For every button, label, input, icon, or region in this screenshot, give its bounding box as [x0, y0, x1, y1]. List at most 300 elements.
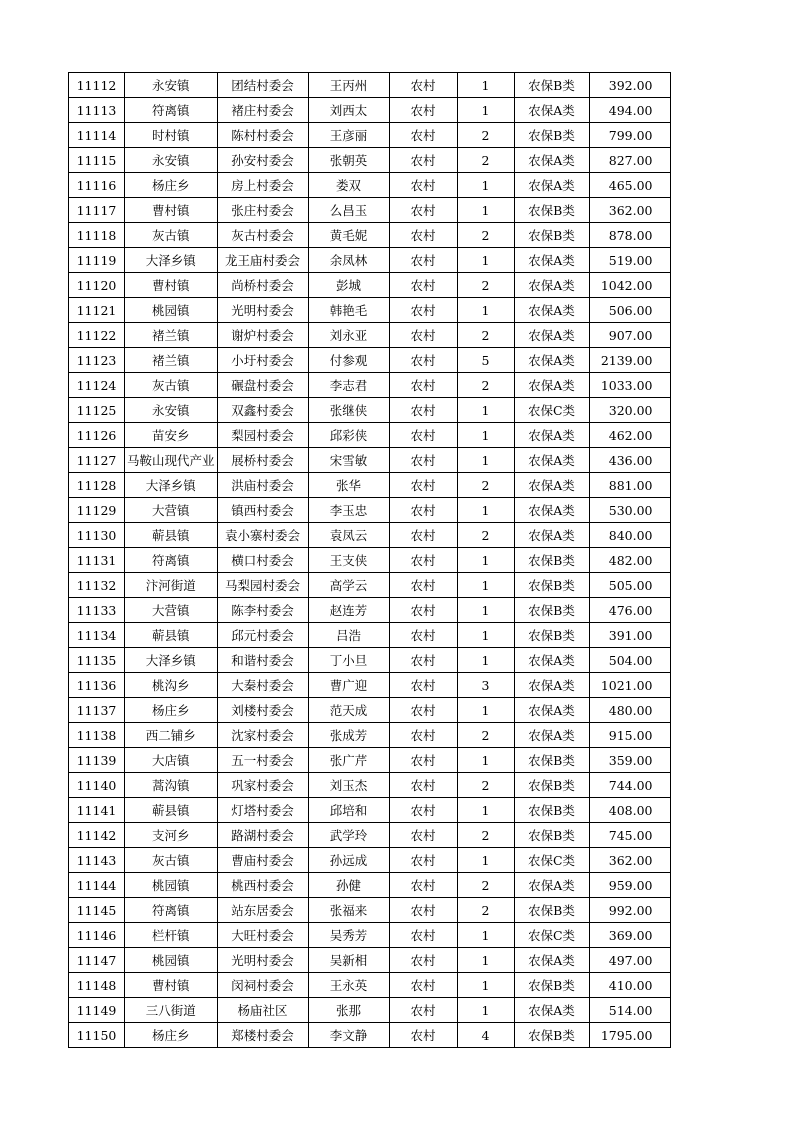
record-id-cell: 11144	[69, 873, 125, 898]
amount-cell: 480.00	[589, 698, 670, 723]
record-id-cell: 11149	[69, 998, 125, 1023]
record-id-cell: 11131	[69, 548, 125, 573]
household-type-cell: 农村	[389, 923, 457, 948]
amount-cell: 465.00	[589, 173, 670, 198]
member-count-cell: 1	[457, 848, 514, 873]
village-committee-cell: 站东居委会	[217, 898, 308, 923]
person-name-cell: 赵连芳	[308, 598, 389, 623]
insurance-category-cell: 农保A类	[514, 173, 589, 198]
member-count-cell: 1	[457, 423, 514, 448]
record-id-cell: 11135	[69, 648, 125, 673]
table-row	[69, 473, 671, 498]
person-name-cell: 宋雪敏	[308, 448, 389, 473]
town-cell: 符离镇	[125, 548, 218, 573]
household-type-cell: 农村	[389, 473, 457, 498]
town-cell: 符离镇	[125, 98, 218, 123]
amount-cell: 744.00	[589, 773, 670, 798]
village-committee-cell: 大旺村委会	[217, 923, 308, 948]
record-id-cell: 11146	[69, 923, 125, 948]
household-type-cell: 农村	[389, 673, 457, 698]
insurance-category-cell: 农保B类	[514, 548, 589, 573]
village-committee-cell: 尚桥村委会	[217, 273, 308, 298]
member-count-cell: 1	[457, 948, 514, 973]
record-id-cell: 11136	[69, 673, 125, 698]
table-row	[69, 523, 671, 548]
person-name-cell: 王彦丽	[308, 123, 389, 148]
person-name-cell: 李志君	[308, 373, 389, 398]
household-type-cell: 农村	[389, 648, 457, 673]
insurance-category-cell: 农保A类	[514, 723, 589, 748]
member-count-cell: 2	[457, 523, 514, 548]
record-id-cell: 11112	[69, 73, 125, 98]
member-count-cell: 3	[457, 673, 514, 698]
amount-cell: 907.00	[589, 323, 670, 348]
record-id-cell: 11150	[69, 1023, 125, 1048]
table-row	[69, 598, 671, 623]
household-type-cell: 农村	[389, 273, 457, 298]
amount-cell: 391.00	[589, 623, 670, 648]
insurance-category-cell: 农保A类	[514, 673, 589, 698]
person-name-cell: 张那	[308, 998, 389, 1023]
table-row	[69, 398, 671, 423]
table-row	[69, 698, 671, 723]
amount-cell: 745.00	[589, 823, 670, 848]
record-id-cell: 11130	[69, 523, 125, 548]
person-name-cell: 张广芹	[308, 748, 389, 773]
village-committee-cell: 路湖村委会	[217, 823, 308, 848]
member-count-cell: 1	[457, 648, 514, 673]
household-type-cell: 农村	[389, 623, 457, 648]
amount-cell: 519.00	[589, 248, 670, 273]
record-id-cell: 11115	[69, 148, 125, 173]
town-cell: 蕲县镇	[125, 523, 218, 548]
record-id-cell: 11148	[69, 973, 125, 998]
table-row	[69, 823, 671, 848]
household-type-cell: 农村	[389, 98, 457, 123]
member-count-cell: 2	[457, 898, 514, 923]
village-committee-cell: 袁小寨村委会	[217, 523, 308, 548]
record-id-cell: 11134	[69, 623, 125, 648]
record-id-cell: 11138	[69, 723, 125, 748]
person-name-cell: 张朝英	[308, 148, 389, 173]
table-row	[69, 1023, 671, 1048]
person-name-cell: 孙健	[308, 873, 389, 898]
town-cell: 曹村镇	[125, 973, 218, 998]
insurance-category-cell: 农保B类	[514, 623, 589, 648]
person-name-cell: 刘永亚	[308, 323, 389, 348]
record-id-cell: 11143	[69, 848, 125, 873]
table-row	[69, 948, 671, 973]
village-committee-cell: 小圩村委会	[217, 348, 308, 373]
household-type-cell: 农村	[389, 248, 457, 273]
member-count-cell: 2	[457, 148, 514, 173]
amount-cell: 1042.00	[589, 273, 670, 298]
town-cell: 曹村镇	[125, 198, 218, 223]
person-name-cell: 张福来	[308, 898, 389, 923]
town-cell: 永安镇	[125, 73, 218, 98]
insurance-category-cell: 农保C类	[514, 923, 589, 948]
town-cell: 蒿沟镇	[125, 773, 218, 798]
member-count-cell: 2	[457, 823, 514, 848]
household-type-cell: 农村	[389, 73, 457, 98]
insurance-category-cell: 农保B类	[514, 198, 589, 223]
amount-cell: 320.00	[589, 398, 670, 423]
insurance-category-cell: 农保A类	[514, 498, 589, 523]
amount-cell: 530.00	[589, 498, 670, 523]
person-name-cell: 王支侠	[308, 548, 389, 573]
table-body	[69, 73, 671, 1048]
insurance-category-cell: 农保C类	[514, 848, 589, 873]
insurance-category-cell: 农保A类	[514, 423, 589, 448]
amount-cell: 476.00	[589, 598, 670, 623]
table-row	[69, 223, 671, 248]
insurance-category-cell: 农保B类	[514, 573, 589, 598]
member-count-cell: 5	[457, 348, 514, 373]
town-cell: 大泽乡镇	[125, 473, 218, 498]
town-cell: 符离镇	[125, 898, 218, 923]
household-type-cell: 农村	[389, 873, 457, 898]
amount-cell: 506.00	[589, 298, 670, 323]
household-type-cell: 农村	[389, 598, 457, 623]
amount-cell: 369.00	[589, 923, 670, 948]
insurance-category-cell: 农保B类	[514, 123, 589, 148]
village-committee-cell: 龙王庙村委会	[217, 248, 308, 273]
table-row	[69, 273, 671, 298]
table-row	[69, 573, 671, 598]
amount-cell: 1033.00	[589, 373, 670, 398]
person-name-cell: 王永英	[308, 973, 389, 998]
member-count-cell: 1	[457, 748, 514, 773]
member-count-cell: 2	[457, 273, 514, 298]
table-row	[69, 123, 671, 148]
person-name-cell: 刘西太	[308, 98, 389, 123]
table-row	[69, 998, 671, 1023]
household-type-cell: 农村	[389, 323, 457, 348]
town-cell: 大营镇	[125, 598, 218, 623]
record-id-cell: 11133	[69, 598, 125, 623]
town-cell: 褚兰镇	[125, 348, 218, 373]
village-committee-cell: 杨庙社区	[217, 998, 308, 1023]
table-row	[69, 323, 671, 348]
insurance-category-cell: 农保A类	[514, 373, 589, 398]
member-count-cell: 1	[457, 248, 514, 273]
town-cell: 大泽乡镇	[125, 248, 218, 273]
amount-cell: 799.00	[589, 123, 670, 148]
table-row	[69, 723, 671, 748]
town-cell: 杨庄乡	[125, 173, 218, 198]
insurance-category-cell: 农保B类	[514, 898, 589, 923]
amount-cell: 2139.00	[589, 348, 670, 373]
record-id-cell: 11139	[69, 748, 125, 773]
town-cell: 桃园镇	[125, 873, 218, 898]
insurance-category-cell: 农保A类	[514, 648, 589, 673]
insurance-category-cell: 农保C类	[514, 398, 589, 423]
town-cell: 三八街道	[125, 998, 218, 1023]
table-row	[69, 73, 671, 98]
town-cell: 桃园镇	[125, 298, 218, 323]
record-id-cell: 11117	[69, 198, 125, 223]
member-count-cell: 1	[457, 573, 514, 598]
table-row	[69, 798, 671, 823]
insurance-category-cell: 农保B类	[514, 798, 589, 823]
record-id-cell: 11137	[69, 698, 125, 723]
town-cell: 西二铺乡	[125, 723, 218, 748]
insurance-category-cell: 农保A类	[514, 98, 589, 123]
household-type-cell: 农村	[389, 723, 457, 748]
amount-cell: 482.00	[589, 548, 670, 573]
record-id-cell: 11126	[69, 423, 125, 448]
insurance-category-cell: 农保B类	[514, 773, 589, 798]
amount-cell: 881.00	[589, 473, 670, 498]
member-count-cell: 1	[457, 298, 514, 323]
household-type-cell: 农村	[389, 348, 457, 373]
table-row	[69, 773, 671, 798]
member-count-cell: 1	[457, 498, 514, 523]
village-committee-cell: 邱元村委会	[217, 623, 308, 648]
town-cell: 支河乡	[125, 823, 218, 848]
amount-cell: 504.00	[589, 648, 670, 673]
town-cell: 栏杆镇	[125, 923, 218, 948]
insurance-category-cell: 农保B类	[514, 223, 589, 248]
table-row	[69, 498, 671, 523]
person-name-cell: 余凤林	[308, 248, 389, 273]
insurance-category-cell: 农保B类	[514, 598, 589, 623]
village-committee-cell: 沈家村委会	[217, 723, 308, 748]
insurance-category-cell: 农保B类	[514, 73, 589, 98]
village-committee-cell: 曹庙村委会	[217, 848, 308, 873]
record-id-cell: 11128	[69, 473, 125, 498]
town-cell: 时村镇	[125, 123, 218, 148]
town-cell: 灰古镇	[125, 848, 218, 873]
village-committee-cell: 双鑫村委会	[217, 398, 308, 423]
record-id-cell: 11122	[69, 323, 125, 348]
table-row	[69, 348, 671, 373]
town-cell: 大店镇	[125, 748, 218, 773]
town-cell: 杨庄乡	[125, 1023, 218, 1048]
town-cell: 灰古镇	[125, 373, 218, 398]
table-row	[69, 148, 671, 173]
person-name-cell: 范天成	[308, 698, 389, 723]
record-id-cell: 11129	[69, 498, 125, 523]
record-id-cell: 11114	[69, 123, 125, 148]
village-committee-cell: 闵祠村委会	[217, 973, 308, 998]
town-cell: 曹村镇	[125, 273, 218, 298]
member-count-cell: 1	[457, 598, 514, 623]
member-count-cell: 1	[457, 448, 514, 473]
village-committee-cell: 谢炉村委会	[217, 323, 308, 348]
amount-cell: 462.00	[589, 423, 670, 448]
insurance-category-cell: 农保B类	[514, 748, 589, 773]
person-name-cell: 张继侠	[308, 398, 389, 423]
insurance-category-cell: 农保A类	[514, 148, 589, 173]
table-row	[69, 423, 671, 448]
table-row	[69, 173, 671, 198]
town-cell: 马鞍山现代产业	[125, 448, 218, 473]
amount-cell: 827.00	[589, 148, 670, 173]
town-cell: 永安镇	[125, 148, 218, 173]
record-id-cell: 11125	[69, 398, 125, 423]
table-row	[69, 98, 671, 123]
member-count-cell: 1	[457, 198, 514, 223]
town-cell: 永安镇	[125, 398, 218, 423]
amount-cell: 840.00	[589, 523, 670, 548]
person-name-cell: 么昌玉	[308, 198, 389, 223]
insurance-category-cell: 农保A类	[514, 348, 589, 373]
amount-cell: 494.00	[589, 98, 670, 123]
record-id-cell: 11113	[69, 98, 125, 123]
household-type-cell: 农村	[389, 398, 457, 423]
table-row	[69, 298, 671, 323]
table-row	[69, 673, 671, 698]
member-count-cell: 2	[457, 873, 514, 898]
table-row	[69, 248, 671, 273]
person-name-cell: 袁凤云	[308, 523, 389, 548]
household-type-cell: 农村	[389, 848, 457, 873]
village-committee-cell: 团结村委会	[217, 73, 308, 98]
person-name-cell: 李文静	[308, 1023, 389, 1048]
table-row	[69, 648, 671, 673]
amount-cell: 915.00	[589, 723, 670, 748]
village-committee-cell: 光明村委会	[217, 948, 308, 973]
person-name-cell: 李玉忠	[308, 498, 389, 523]
insurance-category-cell: 农保A类	[514, 698, 589, 723]
household-type-cell: 农村	[389, 898, 457, 923]
village-committee-cell: 洪庙村委会	[217, 473, 308, 498]
village-committee-cell: 陈村村委会	[217, 123, 308, 148]
household-type-cell: 农村	[389, 123, 457, 148]
town-cell: 灰古镇	[125, 223, 218, 248]
table-row	[69, 873, 671, 898]
table-row	[69, 198, 671, 223]
table-row	[69, 448, 671, 473]
member-count-cell: 2	[457, 373, 514, 398]
household-type-cell: 农村	[389, 498, 457, 523]
household-type-cell: 农村	[389, 448, 457, 473]
person-name-cell: 彭城	[308, 273, 389, 298]
member-count-cell: 2	[457, 723, 514, 748]
household-type-cell: 农村	[389, 523, 457, 548]
village-committee-cell: 张庄村委会	[217, 198, 308, 223]
table-row	[69, 898, 671, 923]
amount-cell: 436.00	[589, 448, 670, 473]
table-row	[69, 548, 671, 573]
person-name-cell: 娄双	[308, 173, 389, 198]
household-type-cell: 农村	[389, 548, 457, 573]
village-committee-cell: 灰古村委会	[217, 223, 308, 248]
person-name-cell: 付参观	[308, 348, 389, 373]
person-name-cell: 吕浩	[308, 623, 389, 648]
member-count-cell: 1	[457, 798, 514, 823]
member-count-cell: 1	[457, 548, 514, 573]
record-id-cell: 11145	[69, 898, 125, 923]
village-committee-cell: 五一村委会	[217, 748, 308, 773]
amount-cell: 959.00	[589, 873, 670, 898]
village-committee-cell: 镇西村委会	[217, 498, 308, 523]
household-type-cell: 农村	[389, 1023, 457, 1048]
person-name-cell: 邱培和	[308, 798, 389, 823]
person-name-cell: 韩艳毛	[308, 298, 389, 323]
village-committee-cell: 横口村委会	[217, 548, 308, 573]
household-type-cell: 农村	[389, 748, 457, 773]
person-name-cell: 高学云	[308, 573, 389, 598]
insurance-category-cell: 农保A类	[514, 273, 589, 298]
person-name-cell: 刘玉杰	[308, 773, 389, 798]
household-type-cell: 农村	[389, 773, 457, 798]
record-id-cell: 11141	[69, 798, 125, 823]
village-committee-cell: 马梨园村委会	[217, 573, 308, 598]
household-type-cell: 农村	[389, 973, 457, 998]
household-type-cell: 农村	[389, 698, 457, 723]
amount-cell: 505.00	[589, 573, 670, 598]
village-committee-cell: 和谐村委会	[217, 648, 308, 673]
insurance-category-cell: 农保A类	[514, 873, 589, 898]
household-type-cell: 农村	[389, 573, 457, 598]
person-name-cell: 吴秀芳	[308, 923, 389, 948]
insurance-category-cell: 农保A类	[514, 998, 589, 1023]
town-cell: 蕲县镇	[125, 798, 218, 823]
insurance-category-cell: 农保A类	[514, 473, 589, 498]
member-count-cell: 4	[457, 1023, 514, 1048]
record-id-cell: 11127	[69, 448, 125, 473]
record-id-cell: 11116	[69, 173, 125, 198]
town-cell: 大营镇	[125, 498, 218, 523]
village-committee-cell: 刘楼村委会	[217, 698, 308, 723]
table-row	[69, 973, 671, 998]
village-committee-cell: 光明村委会	[217, 298, 308, 323]
table-row	[69, 923, 671, 948]
insurance-category-cell: 农保B类	[514, 823, 589, 848]
amount-cell: 362.00	[589, 198, 670, 223]
household-type-cell: 农村	[389, 223, 457, 248]
person-name-cell: 张成芳	[308, 723, 389, 748]
town-cell: 大泽乡镇	[125, 648, 218, 673]
amount-cell: 392.00	[589, 73, 670, 98]
amount-cell: 1795.00	[589, 1023, 670, 1048]
member-count-cell: 1	[457, 923, 514, 948]
household-type-cell: 农村	[389, 148, 457, 173]
insurance-category-cell: 农保B类	[514, 973, 589, 998]
member-count-cell: 1	[457, 398, 514, 423]
member-count-cell: 1	[457, 973, 514, 998]
table-row	[69, 623, 671, 648]
village-committee-cell: 褚庄村委会	[217, 98, 308, 123]
insurance-category-cell: 农保B类	[514, 1023, 589, 1048]
village-committee-cell: 房上村委会	[217, 173, 308, 198]
person-name-cell: 吴新相	[308, 948, 389, 973]
record-id-cell: 11147	[69, 948, 125, 973]
village-committee-cell: 灯塔村委会	[217, 798, 308, 823]
amount-cell: 514.00	[589, 998, 670, 1023]
person-name-cell: 王丙州	[308, 73, 389, 98]
record-id-cell: 11118	[69, 223, 125, 248]
member-count-cell: 1	[457, 173, 514, 198]
amount-cell: 1021.00	[589, 673, 670, 698]
village-committee-cell: 巩家村委会	[217, 773, 308, 798]
member-count-cell: 1	[457, 998, 514, 1023]
insurance-category-cell: 农保A类	[514, 323, 589, 348]
member-count-cell: 2	[457, 223, 514, 248]
town-cell: 杨庄乡	[125, 698, 218, 723]
record-id-cell: 11121	[69, 298, 125, 323]
amount-cell: 359.00	[589, 748, 670, 773]
record-id-cell: 11124	[69, 373, 125, 398]
amount-cell: 362.00	[589, 848, 670, 873]
village-committee-cell: 郑楼村委会	[217, 1023, 308, 1048]
household-type-cell: 农村	[389, 298, 457, 323]
household-type-cell: 农村	[389, 423, 457, 448]
member-count-cell: 1	[457, 623, 514, 648]
town-cell: 蕲县镇	[125, 623, 218, 648]
